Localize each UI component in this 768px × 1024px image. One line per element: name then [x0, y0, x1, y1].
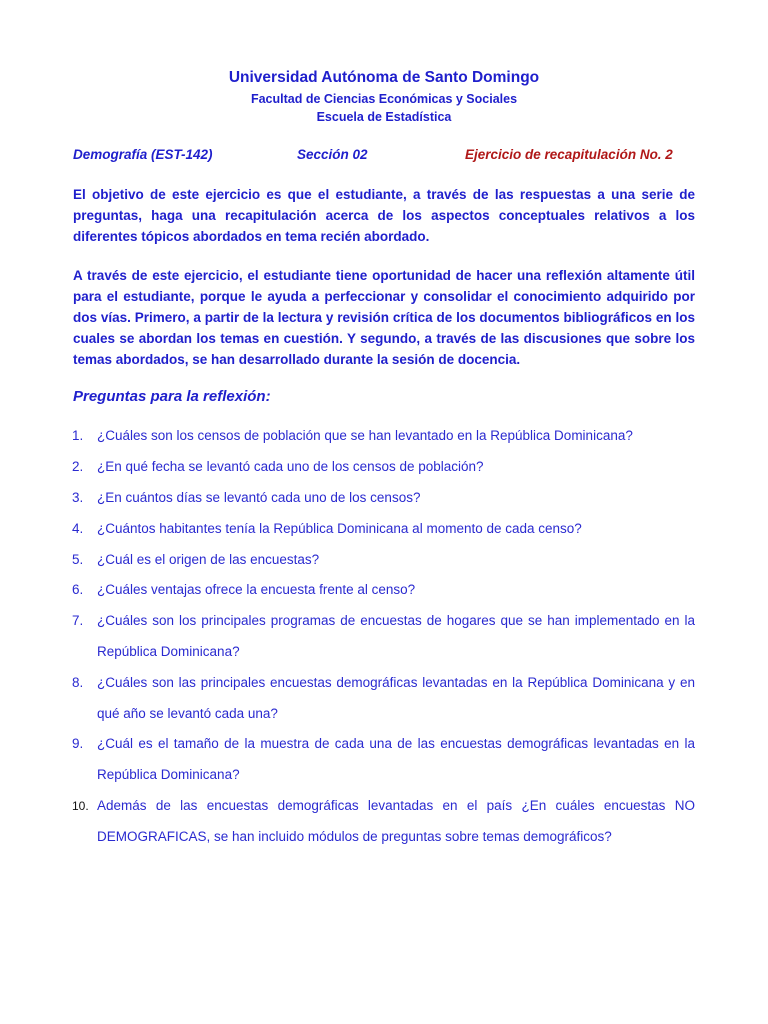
method-paragraph: A través de este ejercicio, el estudiante tiene oportunidad de hacer una reflexión altamente útil para el estudiante, porque le ayuda a perfeccionar y consolidar el conocimiento adquirido por dos vías. Primero, a partir de la lectura y revisión crítica de los documentos bibliográficos en los cuales se abordan los temas en cuestión. Y segundo, a través de las discusiones que sobre los temas abordados, se han desarrollado durante la sesión de docencia. — [73, 268, 695, 367]
course-name: Demografía (EST-142) — [73, 147, 213, 162]
exercise-title: Ejercicio de recapitulación No. 2 — [465, 147, 673, 162]
faculty-name: Facultad de Ciencias Económicas y Sociales — [250, 92, 518, 106]
question-item — [73, 791, 695, 853]
question-number: 10. — [72, 798, 89, 813]
section-label: Sección 02 — [297, 147, 368, 162]
question-number: 1. — [72, 428, 84, 444]
question-text: Además de las encuestas demográficas levantadas en el país ¿En cuáles encuestas NO DEMOGRAFICAS, se han incluido módulos de preguntas sobre temas demográficos? — [97, 797, 695, 844]
question-item — [73, 606, 695, 668]
question-text: ¿Cuáles son los principales programas de encuestas de hogares que se han implementado en la República Dominicana? — [97, 613, 695, 659]
question-text: ¿Cuáles son las principales encuestas demográficas levantadas en la República Dominicana y en qué año se levantó cada una? — [97, 674, 695, 721]
question-number: 3. — [72, 489, 84, 505]
school-name: Escuela de Estadística — [316, 110, 452, 124]
question-item — [73, 514, 695, 545]
question-number: 9. — [72, 736, 84, 752]
question-number: 5. — [72, 551, 84, 567]
question-item — [73, 575, 695, 606]
questions-list — [73, 421, 695, 852]
question-item — [73, 545, 695, 576]
question-number: 8. — [72, 674, 84, 690]
question-item — [73, 483, 695, 514]
question-text: ¿Cuál es el tamaño de la muestra de cada una de las encuestas demográficas levantadas en la República Dominicana? — [97, 736, 695, 783]
question-number: 4. — [72, 520, 84, 536]
question-text: ¿Cuál es el origen de las encuestas? — [97, 551, 320, 567]
university-title: Universidad Autónoma de Santo Domingo — [228, 69, 540, 86]
question-number: 7. — [72, 613, 84, 629]
question-item — [73, 668, 695, 730]
question-text: ¿En qué fecha se levantó cada uno de los censos de población? — [97, 459, 484, 475]
question-text: ¿Cuáles son los censos de población que se han levantado en la República Dominicana? — [97, 428, 633, 444]
questions-heading: Preguntas para la reflexión: — [73, 388, 271, 406]
question-item — [73, 452, 695, 483]
document-header — [73, 0, 695, 126]
objective-paragraph: El objetivo de este ejercicio es que el estudiante, a través de las respuestas a una serie de preguntas, haga una recapitulación acerca de los aspectos conceptuales relativos a los diferentes tópicos abordados en tema recién abordado. — [73, 187, 695, 244]
question-item — [73, 421, 695, 452]
course-info-row — [73, 147, 695, 167]
question-number: 6. — [72, 582, 84, 598]
question-item — [73, 729, 695, 791]
question-text: ¿Cuáles ventajas ofrece la encuesta frente al censo? — [97, 582, 416, 598]
question-number: 2. — [72, 459, 84, 475]
question-text: ¿Cuántos habitantes tenía la República Dominicana al momento de cada censo? — [97, 520, 582, 536]
question-text: ¿En cuántos días se levantó cada uno de los censos? — [97, 489, 421, 505]
